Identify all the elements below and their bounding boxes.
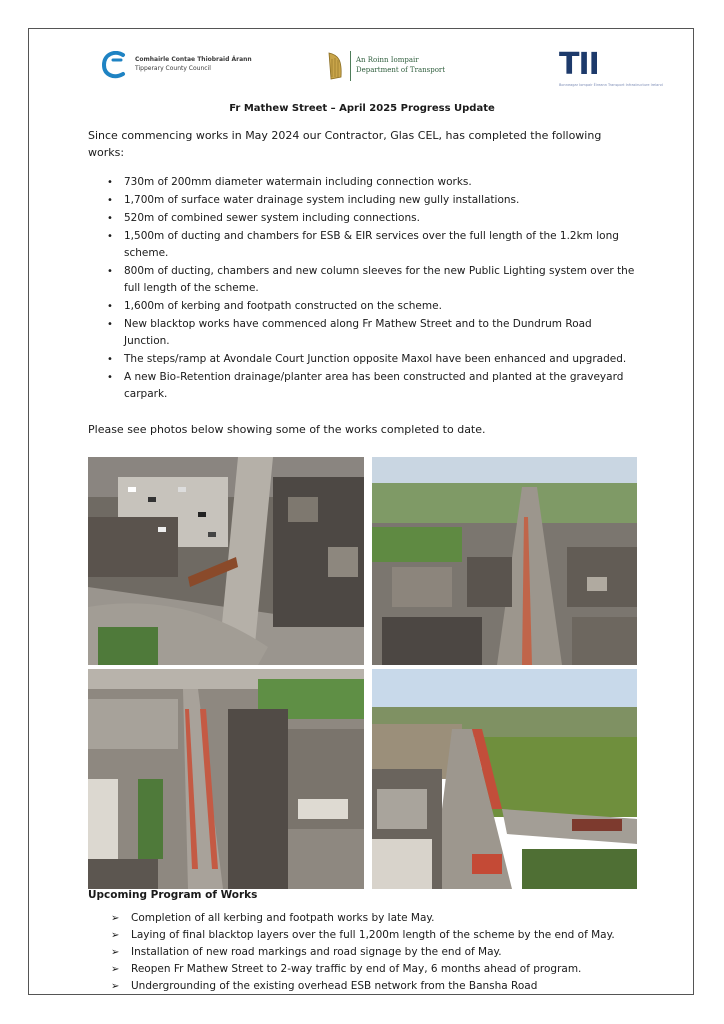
list-item xyxy=(88,174,640,191)
department-logo-irish-name: An Roinn Iompair xyxy=(356,56,419,64)
list-item xyxy=(88,192,640,209)
department-logo-english-name: Department of Transport xyxy=(356,66,446,74)
bullet-icon: • xyxy=(107,301,113,312)
tipperary-logo-icon xyxy=(101,51,127,79)
list-item xyxy=(88,351,640,368)
list-item-text: 730m of 200mm diameter watermain including connection works. xyxy=(124,176,472,188)
arrow-bullet-icon: ➢ xyxy=(111,981,120,992)
list-item xyxy=(88,927,688,944)
aerial-photo-junction xyxy=(88,457,364,665)
arrow-bullet-icon: ➢ xyxy=(111,930,120,941)
list-item-text: The steps/ramp at Avondale Court Junction opposite Maxol have been enhanced and upgraded. xyxy=(124,353,627,365)
list-item xyxy=(88,961,688,978)
list-item-text: 1,600m of kerbing and footpath constructed on the scheme. xyxy=(124,300,442,312)
bullet-icon: • xyxy=(107,372,113,383)
list-item-text: 520m of combined sewer system including connections. xyxy=(124,212,420,224)
tii-logo xyxy=(559,47,663,93)
intro-paragraph: Since commencing works in May 2024 our Contractor, Glas CEL, has completed the following works: xyxy=(88,129,602,159)
upcoming-works-list xyxy=(88,910,688,995)
tii-logo-subtitle: Bonneagar Iompair Éireann Transport Infrastructure Ireland xyxy=(559,83,663,87)
list-item-text: Reopen Fr Mathew Street to 2-way traffic by end of May, 6 months ahead of program. xyxy=(131,963,582,975)
list-item-text: New blacktop works have commenced along Fr Mathew Street and to the Dundrum Road Junction. xyxy=(124,318,592,347)
list-item xyxy=(88,263,640,297)
bullet-icon: • xyxy=(107,354,113,365)
bullet-icon: • xyxy=(107,319,113,330)
list-item-text: 1,700m of surface water drainage system including new gully installations. xyxy=(124,194,520,206)
document-page xyxy=(28,28,694,995)
completed-works-list xyxy=(88,174,640,404)
list-item-text: 800m of ducting, chambers and new column sleeves for the new Public Lighting system over the full length of the scheme. xyxy=(124,265,635,294)
aerial-photo-street-distance xyxy=(372,457,637,665)
list-item-text: Laying of final blacktop layers over the full 1,200m length of the scheme by the end of May. xyxy=(131,929,615,941)
list-item xyxy=(88,369,640,403)
document-title: Fr Mathew Street – April 2025 Progress Update xyxy=(229,103,495,114)
aerial-photo-street-houses xyxy=(88,669,364,889)
list-item xyxy=(88,298,640,315)
arrow-bullet-icon: ➢ xyxy=(111,947,120,958)
list-item xyxy=(88,910,688,927)
aerial-photo-road-fields xyxy=(372,669,637,889)
tii-logo-letters: TII xyxy=(559,47,599,82)
tipperary-logo-irish-name: Comhairle Contae Thiobraid Árann xyxy=(135,56,252,63)
arrow-bullet-icon: ➢ xyxy=(111,964,120,975)
list-item-text: 1,500m of ducting and chambers for ESB & EIR services over the full length of the 1.2km long scheme. xyxy=(124,230,619,259)
bullet-icon: • xyxy=(107,177,113,188)
list-item xyxy=(88,944,688,961)
harp-icon xyxy=(325,51,345,81)
photos-intro-text: Please see photos below showing some of the works completed to date. xyxy=(88,423,486,436)
department-logo-divider xyxy=(350,51,351,81)
tipperary-county-council-logo xyxy=(101,49,251,85)
arrow-bullet-icon: ➢ xyxy=(111,913,120,924)
list-item-text: Installation of new road markings and road signage by the end of May. xyxy=(131,946,502,958)
department-of-transport-logo xyxy=(325,47,455,87)
list-item xyxy=(88,978,688,995)
bullet-icon: • xyxy=(107,213,113,224)
list-item-text: Completion of all kerbing and footpath works by late May. xyxy=(131,912,435,924)
bullet-icon: • xyxy=(107,195,113,206)
list-item-text: Undergrounding of the existing overhead ESB network from the Bansha Road xyxy=(131,980,538,992)
list-item xyxy=(88,316,640,350)
list-item-text: A new Bio-Retention drainage/planter area has been constructed and planted at the graveyard carpark. xyxy=(124,371,624,400)
bullet-icon: • xyxy=(107,266,113,277)
tipperary-logo-english-name: Tipperary County Council xyxy=(135,65,211,72)
list-item xyxy=(88,228,640,262)
list-item xyxy=(88,210,640,227)
bullet-icon: • xyxy=(107,231,113,242)
upcoming-heading: Upcoming Program of Works xyxy=(88,889,258,901)
